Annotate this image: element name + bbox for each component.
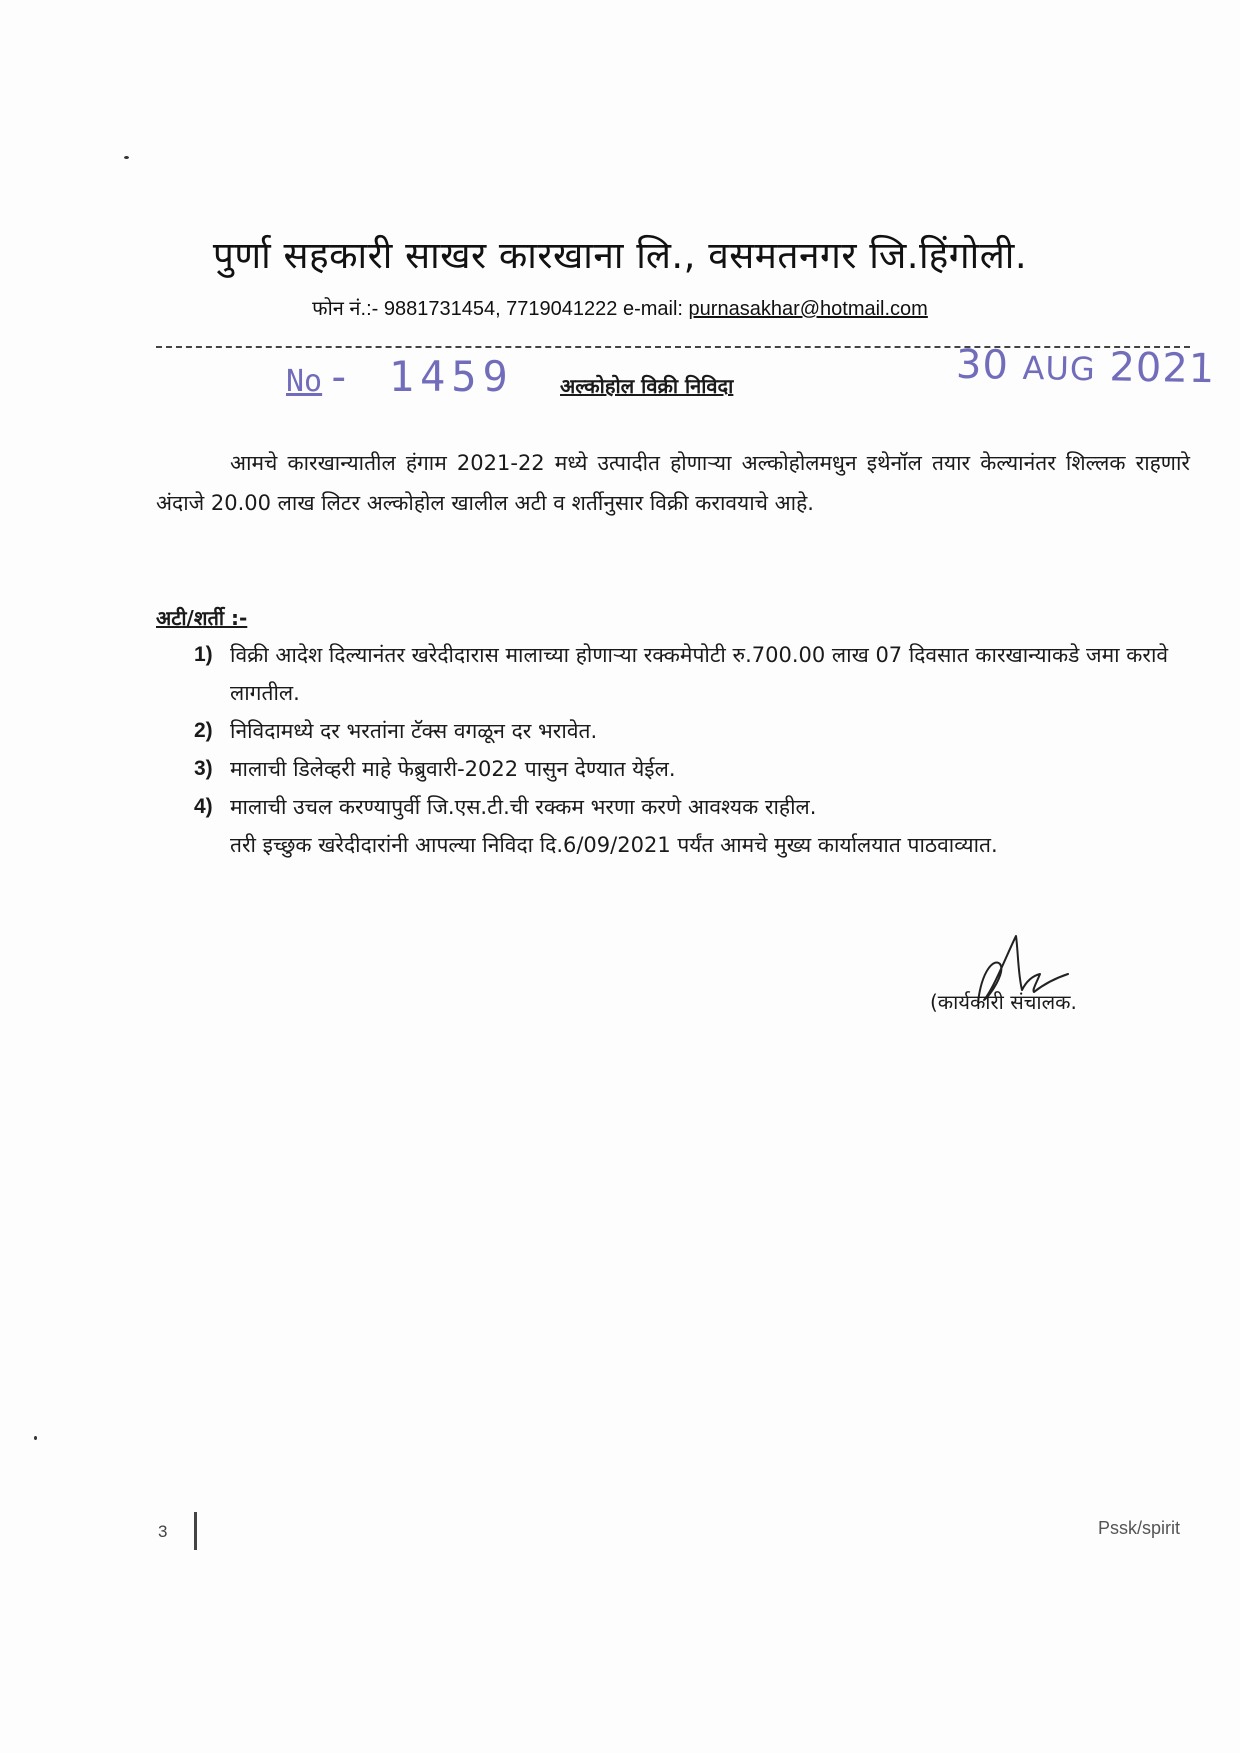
- organization-name: पुर्णा सहकारी साखर कारखाना लि., वसमतनगर जि.हिंगोली.: [212, 234, 1028, 277]
- term-number: 4): [194, 795, 213, 818]
- terms-heading: अटी/शर्ती :-: [156, 606, 248, 630]
- stamp-date-month: AUG: [1022, 348, 1097, 389]
- term-text: निविदामध्ये दर भरतांना टॅक्स वगळून दर भरावेत.: [230, 719, 598, 743]
- term-number: 1): [194, 643, 213, 666]
- document-title: अल्कोहोल विक्री निविदा: [560, 374, 734, 398]
- term-text: मालाची उचल करण्यापुर्वी जि.एस.टी.ची रक्कम भरणा करणे आवश्यक राहील.: [230, 795, 817, 819]
- stamp-number-value: - 1459: [326, 352, 514, 401]
- stamp-date-day: 30: [955, 341, 1024, 389]
- term-item: [194, 712, 1184, 750]
- term-text: मालाची डिलेव्हरी माहे फेब्रुवारी-2022 पासुन देण्यात येईल.: [230, 757, 676, 781]
- handwritten-signature: [960, 930, 1080, 1030]
- date-stamp: [956, 342, 1216, 393]
- terms-list: [194, 636, 1184, 864]
- term-number: 2): [194, 719, 213, 742]
- signatory-designation: (कार्यकारी संचालक.: [930, 990, 1077, 1014]
- footer-page-number: 3: [158, 1522, 168, 1541]
- footer-reference: Pssk/spirit: [1098, 1518, 1181, 1538]
- stamp-number-prefix: No: [286, 364, 323, 399]
- term-item: [194, 636, 1184, 712]
- term-item: [194, 788, 1184, 826]
- term-item: [194, 750, 1184, 788]
- stamp-date-year: 2021: [1095, 344, 1216, 393]
- scan-speck: [34, 1436, 37, 1440]
- scan-speck: [124, 156, 129, 159]
- closing-line: तरी इच्छुक खरेदीदारांनी आपल्या निविदा दि.6/09/2021 पर्यंत आमचे मुख्य कार्यालयात पाठवाव्यात.: [230, 833, 998, 857]
- contact-email: purnasakhar@hotmail.com: [688, 298, 928, 320]
- contact-phone: फोन नं.:- 9881731454, 7719041222 e-mail:: [312, 298, 689, 320]
- term-number: 3): [194, 757, 213, 780]
- intro-paragraph: आमचे कारखान्यातील हंगाम 2021-22 मध्ये उत्पादीत होणाऱ्या अल्कोहोलमधुन इथेनॉल तयार केल्यानंतर शिल्लक राहणारे अंदाजे 20.00 लाख लिटर अल्कोहोल खालील अटी व शर्तीनुसार विक्री करावयाचे आहे.: [156, 451, 1190, 515]
- footer-divider: [194, 1512, 197, 1550]
- term-text: विक्री आदेश दिल्यानंतर खरेदीदारास मालाच्या होणाऱ्या रक्कमेपोटी रु.700.00 लाख 07 दिवसात कारखान्याकडे जमा करावे लागतील.: [230, 643, 1169, 705]
- inward-number-stamp: [286, 352, 514, 401]
- contact-line: [0, 294, 1240, 321]
